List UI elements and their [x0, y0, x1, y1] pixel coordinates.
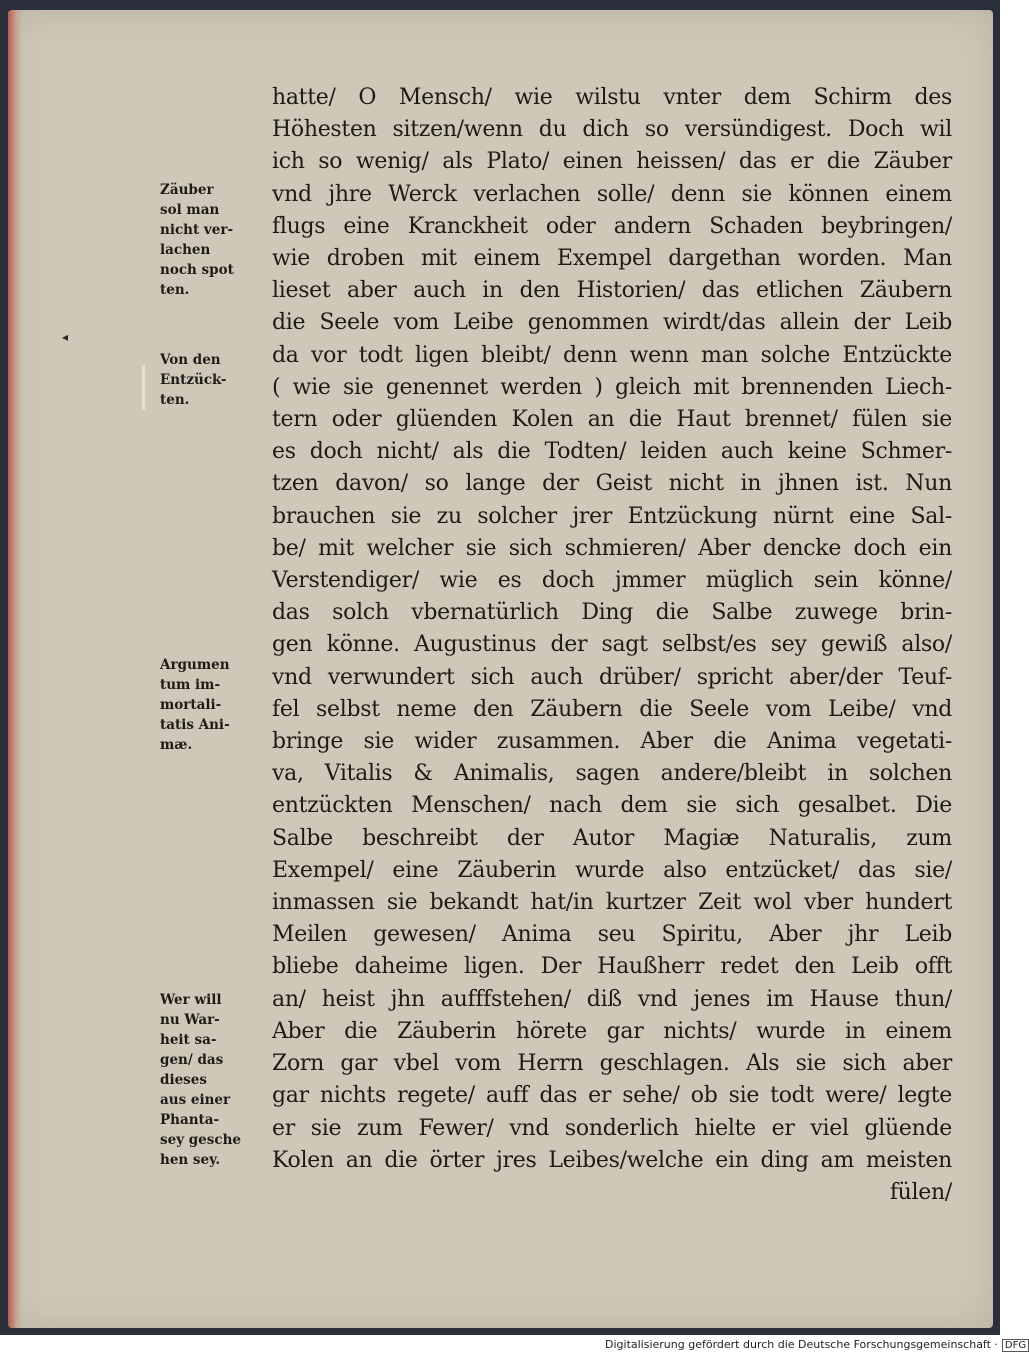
margin-note-line: noch spot: [160, 262, 234, 278]
text-line: vnd verwundert sich auch drüber/ spricht aber/der Teuf-: [272, 664, 952, 690]
margin-note-line: Argumen: [160, 657, 230, 673]
text-line: bringe sie wider zusammen. Aber die Anima vegetati-: [272, 729, 952, 755]
text-line: be/ mit welcher sie sich schmieren/ Aber dencke doch ein: [272, 535, 952, 561]
text-line: Verstendiger/ wie es doch jmmer müglich sein könne/: [272, 568, 952, 594]
text-line: entzückten Menschen/ nach dem sie sich gesalbet. Die: [272, 793, 952, 819]
text-line: da vor todt ligen bleibt/ denn wenn man solche Entzückte: [272, 342, 952, 368]
margin-note-line: sey gesche: [160, 1132, 241, 1148]
text-line: bliebe daheime ligen. Der Haußherr redet den Leib offt: [272, 954, 952, 980]
margin-note-line: mortali-: [160, 697, 222, 713]
text-line: brauchen sie zu solcher jrer Entzückung nürnt eine Sal-: [272, 503, 952, 529]
text-line: lieset aber auch in den Historien/ das etlichen Zäubern: [272, 278, 952, 304]
margin-note-line: heit sa-: [160, 1032, 217, 1048]
margin-note-line: Zäuber: [160, 182, 214, 198]
margin-note-4: [160, 990, 270, 1170]
body-text: [272, 82, 952, 1209]
text-line: gen könne. Augustinus der sagt selbst/es sey gewiß also/: [272, 632, 952, 658]
text-line: hatte/ O Mensch/ wie wilstu vnter dem Schirm des: [272, 85, 952, 110]
margin-note-line: sol man: [160, 202, 220, 218]
text-line: Höhesten sitzen/wenn du dich so versündigest. Doch wil: [272, 117, 952, 143]
margin-note-line: ten.: [160, 392, 190, 408]
text-line: die Seele vom Leibe genommen wirdt/das allein der Leib: [272, 310, 952, 336]
text-line: tern oder glüenden Kolen an die Haut brennet/ fülen sie: [272, 407, 952, 433]
text-line: das solch vbernatürlich Ding die Salbe zuwege brin-: [272, 600, 952, 626]
margin-note-line: tum im-: [160, 677, 221, 693]
text-line: gar nichts regete/ auff das er sehe/ ob sie todt were/ legte: [272, 1083, 952, 1109]
text-line: Meilen gewesen/ Anima seu Spiritu, Aber jhr Leib: [272, 922, 952, 948]
text-line: Aber die Zäuberin hörete gar nichts/ wurde in einem: [272, 1018, 952, 1044]
margin-note-line: Von den: [160, 352, 221, 368]
margin-note-1: [160, 180, 270, 300]
text-line: Salbe beschreibt der Autor Magiæ Naturalis, zum: [272, 825, 952, 851]
margin-note-line: ten.: [160, 282, 190, 298]
text-line: tzen davon/ so lange der Geist nicht in jhnen ist. Nun: [272, 471, 952, 497]
margin-note-line: nu War-: [160, 1012, 220, 1028]
text-line: inmassen sie bekandt hat/in kurtzer Zeit wol vber hundert: [272, 890, 952, 916]
text-line: an/ heist jhn aufffstehen/ diß vnd jenes im Hause thun/: [272, 986, 952, 1012]
page-edge: [8, 10, 22, 1328]
text-line: ich so wenig/ als Plato/ einen heissen/ das er die Zäuber: [272, 149, 952, 175]
margin-note-line: Entzück-: [160, 372, 227, 388]
text-line: wie droben mit einem Exempel dargethan worden. Man: [272, 246, 952, 272]
margin-note-line: hen sey.: [160, 1152, 221, 1168]
text-line: Exempel/ eine Zäuberin wurde also entzücket/ das sie/: [272, 857, 952, 883]
ink-mark-icon: ◂: [62, 330, 69, 344]
text-line: va, Vitalis & Animalis, sagen andere/bleibt in solchen: [272, 761, 952, 787]
margin-note-line: mæ.: [160, 737, 193, 753]
margin-note-3: [160, 655, 270, 755]
margin-note-line: nicht ver-: [160, 222, 234, 238]
text-line: Zorn gar vbel vom Herrn geschlagen. Als sie sich aber: [272, 1051, 952, 1077]
margin-note-line: aus einer: [160, 1092, 231, 1108]
footer-credit: [605, 1338, 1029, 1352]
text-line: er sie zum Fewer/ vnd sonderlich hielte er viel glüende: [272, 1115, 952, 1141]
text-line: Kolen an die örter jres Leibes/welche ein ding am meisten: [272, 1147, 952, 1173]
dfg-logo: DFG: [1002, 1339, 1029, 1352]
margin-note-2: [160, 350, 270, 410]
margin-note-line: Wer will: [160, 992, 222, 1008]
catchword: fülen/: [889, 1179, 952, 1205]
text-line: fel selbst neme den Zäubern die Seele vom Leibe/ vnd: [272, 696, 952, 722]
text-line: es doch nicht/ als die Todten/ leiden auch keine Schmer-: [272, 439, 952, 465]
margin-note-line: gen/ das: [160, 1052, 224, 1068]
margin-note-line: dieses: [160, 1072, 207, 1088]
margin-note-line: lachen: [160, 242, 211, 258]
page-tear: [142, 365, 145, 410]
text-line: flugs eine Kranckheit oder andern Schaden beybringen/: [272, 213, 952, 239]
margin-note-line: tatis Ani-: [160, 717, 230, 733]
footer-text: Digitalisierung gefördert durch die Deutsche Forschungsgemeinschaft ·: [605, 1338, 998, 1351]
text-line: vnd jhre Werck verlachen solle/ denn sie können einem: [272, 181, 952, 207]
text-line: ( wie sie genennet werden ) gleich mit brennenden Liech-: [272, 374, 952, 400]
margin-note-line: Phanta-: [160, 1112, 220, 1128]
